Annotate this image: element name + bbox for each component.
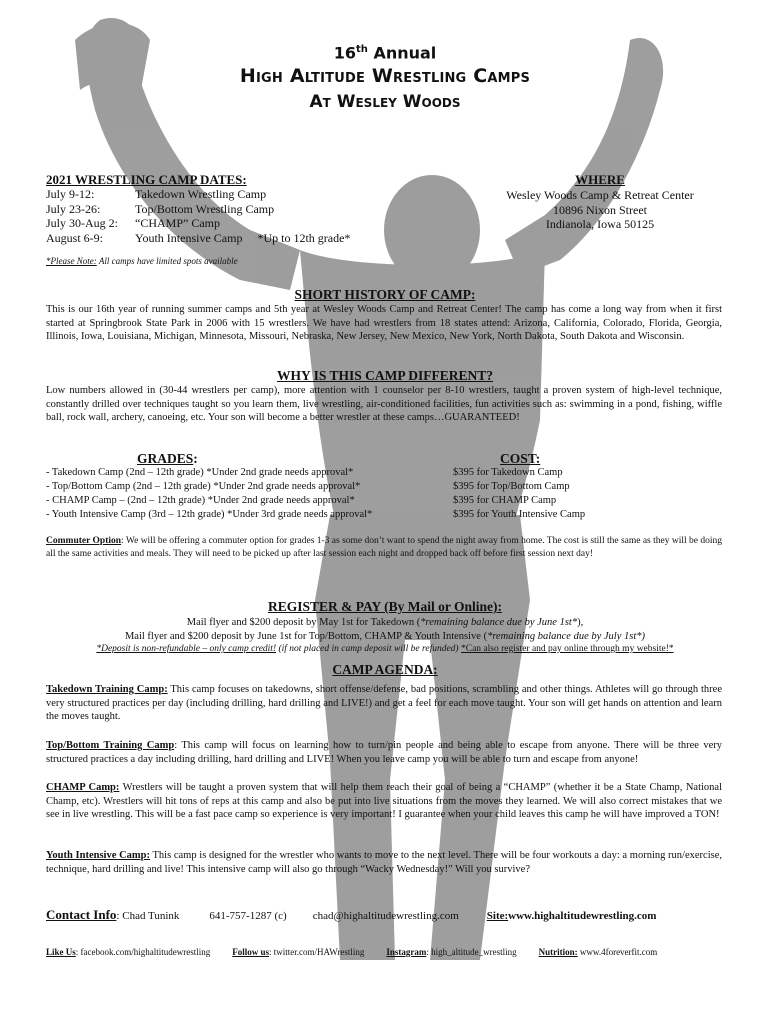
grades-heading: GRADES:: [137, 451, 198, 466]
history-text: This is our 16th year of running summer camps and 5th year at Wesley Woods Camp and Retreat Center! The camp has come a long way from when it first started at Springbrook State Park in 2006 with 15 wrestlers. We have had wrestlers from 18 states attend: Arizona, California, Colorado, Florida, Georgia, Illinois, Iowa, Louisiana, Michigan, Minnesota, Missouri, Nebraska, New Jersey, New Mexico, New York, North Dakota, South Dakota and Wisconsin.: [46, 304, 722, 342]
cost-heading: COST:: [500, 451, 541, 466]
cost-row: $395 for Takedown Camp: [453, 467, 563, 478]
register-text: ),: [577, 617, 584, 628]
site-label: Site:: [486, 910, 509, 922]
agenda-text: This camp focuses on takedowns, short offense/defense, bad positions, scrambling and other things. Athletes will go through three very structured practices per day (including drilling, hard drilling and LIVE!) and get a feel for each move taught. Your son will get hands on attention and learn the moves taught.: [46, 684, 722, 722]
camp-text: Takedown Wrestling Camp: [135, 187, 267, 201]
different-heading: WHY IS THIS CAMP DIFFERENT?: [276, 368, 494, 383]
grades-list: [46, 466, 372, 522]
agenda-item: [46, 739, 722, 766]
deposit-note: *Deposit is non-refundable – only camp credit!: [96, 644, 277, 654]
date-row: [46, 216, 350, 231]
annual-line: [0, 40, 770, 63]
camp-text: Youth Intensive Camp *Up to 12th grade*: [135, 230, 351, 245]
footer-item[interactable]: [539, 947, 658, 957]
grade-row: - Youth Intensive Camp (3rd – 12th grade) *Under 3rd grade needs approval*: [46, 509, 373, 520]
agenda-item: [46, 849, 722, 876]
register-text: Mail flyer and $200 deposit by June 1st for Top/Bottom, CHAMP & Youth Intensive (: [124, 630, 488, 642]
date-text: July 30-Aug 2:: [46, 216, 118, 230]
commuter-label: Commuter Option: [46, 536, 122, 546]
register-line-1: [0, 616, 770, 630]
page-title: High Altitude Wrestling Camps: [239, 65, 531, 88]
contact-phone: 641-757-1287 (c): [209, 910, 287, 922]
contact-label: Contact Info: [46, 907, 117, 922]
commuter-option: [46, 535, 722, 560]
camp-text: Top/Bottom Wrestling Camp: [135, 201, 275, 216]
where-heading: WHERE: [575, 172, 625, 187]
cost-row: $395 for Youth Intensive Camp: [453, 509, 586, 520]
footer-label: Instagram: [386, 947, 427, 957]
agenda-item: [46, 781, 722, 822]
agenda-text: This camp is designed for the wrestler who wants to move to the next level. There will be four workouts a day: a morning run/exercise, technique, hard drilling and live! This intensive camp will also go through “Wacky Wednesday!” Will you survive?: [46, 850, 722, 875]
agenda-item: [46, 683, 722, 724]
footer-text: : facebook.com/highaltitudewrestling: [75, 947, 211, 957]
date-text: July 9-12:: [46, 187, 95, 201]
date-row: [46, 231, 350, 246]
where-block: [480, 172, 720, 232]
agenda-label: Youth Intensive Camp:: [46, 850, 150, 861]
annual-number: 16: [333, 43, 356, 63]
online-note: *Can also register and pay online through my website!*: [460, 644, 674, 654]
agenda-label: Takedown Training Camp:: [46, 684, 168, 695]
different-text: Low numbers allowed in (30-44 wrestlers per camp), more attention with 1 counselor per 8-10 wrestlers, taught a proven system of high-level technique, constantly drilled over techniques taught so you learn them, live wrestling, air-conditioned facilities, fun activities such as: swimming in a pond, fishing, wiffle ball, rock wall, archery, canoeing, etc. Your son will become a better wrestler at these camps…GUARANTEED!: [46, 385, 722, 423]
dates-list: [46, 187, 350, 245]
agenda-label: Top/Bottom Training Camp: [46, 740, 175, 751]
contact-name: : Chad Tunink: [116, 910, 180, 922]
footer-text: : twitter.com/HAWrestling: [269, 947, 365, 957]
refund-note: (if not placed in camp deposit will be refunded): [276, 644, 461, 654]
footer-text: : high_altitude_wrestling: [426, 947, 517, 957]
cost-list: [453, 466, 585, 522]
footer-item[interactable]: [386, 947, 516, 957]
history-heading: SHORT HISTORY OF CAMP:: [294, 287, 476, 302]
commuter-text: : We will be offering a commuter option for grades 1-3 as some don’t want to spend the night away from home. The cost is still the same as they will be doing all the same activities and meals. They will need to be picked up after last session each night and dropped back off before first session next day!: [46, 536, 723, 559]
register-italic: *remaining balance due by June 1st*: [420, 617, 578, 628]
register-line-2: [0, 630, 770, 644]
dates-heading: 2021 WRESTLING CAMP DATES:: [46, 172, 247, 187]
register-block: [0, 598, 770, 657]
agenda-text: Wrestlers will be taught a proven system that will help them reach their goal of being a “CHAMP” (whether it be a State Champ, National Champ, etc). Wrestlers will hit tons of reps at this camp and also be put into live situations from the moves they learned. We will also correct mistakes that we see in live wrestling. This will be a fast pace camp so experience is very important! I guarantee when your child leaves this camp he will have improved a TON!: [46, 782, 722, 820]
footer-label: Nutrition:: [538, 947, 578, 957]
flyer-header: [0, 40, 770, 115]
where-line: Wesley Woods Camp & Retreat Center: [506, 188, 694, 202]
grade-row: - CHAMP Camp – (2nd – 12th grade) *Under 2nd grade needs approval*: [46, 495, 355, 506]
date-row: [46, 187, 350, 202]
where-line: Indianola, Iowa 50125: [545, 217, 655, 231]
note-label: *Please Note:: [46, 256, 97, 266]
register-heading: REGISTER & PAY (By Mail or Online):: [267, 599, 502, 614]
grade-row: - Top/Bottom Camp (2nd – 12th grade) *Under 2nd grade needs approval*: [46, 481, 361, 492]
note-text: All camps have limited spots available: [96, 256, 238, 266]
date-text: July 23-26:: [46, 201, 101, 216]
grades-heading-text: GRADES: [137, 451, 194, 466]
register-line-3: [0, 643, 770, 657]
annual-suffix: th: [355, 44, 368, 55]
footer-item[interactable]: [232, 947, 364, 957]
date-row: [46, 202, 350, 217]
footer-text: www.4foreverfit.com: [577, 947, 658, 957]
agenda-label: CHAMP Camp:: [46, 782, 120, 793]
site-link[interactable]: www.highaltitudewrestling.com: [508, 910, 657, 922]
cost-row: $395 for CHAMP Camp: [453, 495, 557, 506]
agenda-heading: CAMP AGENDA:: [332, 662, 438, 677]
date-text: August 6-9:: [46, 230, 103, 245]
cost-row: $395 for Top/Bottom Camp: [453, 481, 570, 492]
register-italic: *remaining balance due by July 1st*): [487, 630, 646, 642]
agenda-text: : This camp will focus on learning how to turn/pin people and being able to escape from anyone. There will be three very structured practices a day including drilling, hard drilling and LIVE! When you leave camp you will be able to turn and escape from anyone!: [46, 740, 722, 765]
annual-word: Annual: [373, 43, 437, 63]
footer-label: Like Us: [46, 947, 76, 957]
camp-text: “CHAMP” Camp: [135, 216, 220, 230]
register-text: Mail flyer and $200 deposit by May 1st for Takedown (: [186, 617, 421, 628]
dates-note: [46, 256, 238, 266]
footer-label: Follow us: [232, 947, 269, 957]
contact-email[interactable]: chad@highaltitudewrestling.com: [312, 910, 459, 922]
grade-row: - Takedown Camp (2nd – 12th grade) *Under 2nd grade needs approval*: [46, 467, 354, 478]
footer-item[interactable]: [46, 947, 210, 957]
social-footer: [46, 947, 657, 957]
contact-row: [46, 907, 656, 923]
where-line: 10896 Nixon Street: [553, 202, 647, 217]
page-subtitle: At Wesley Woods: [309, 92, 461, 113]
